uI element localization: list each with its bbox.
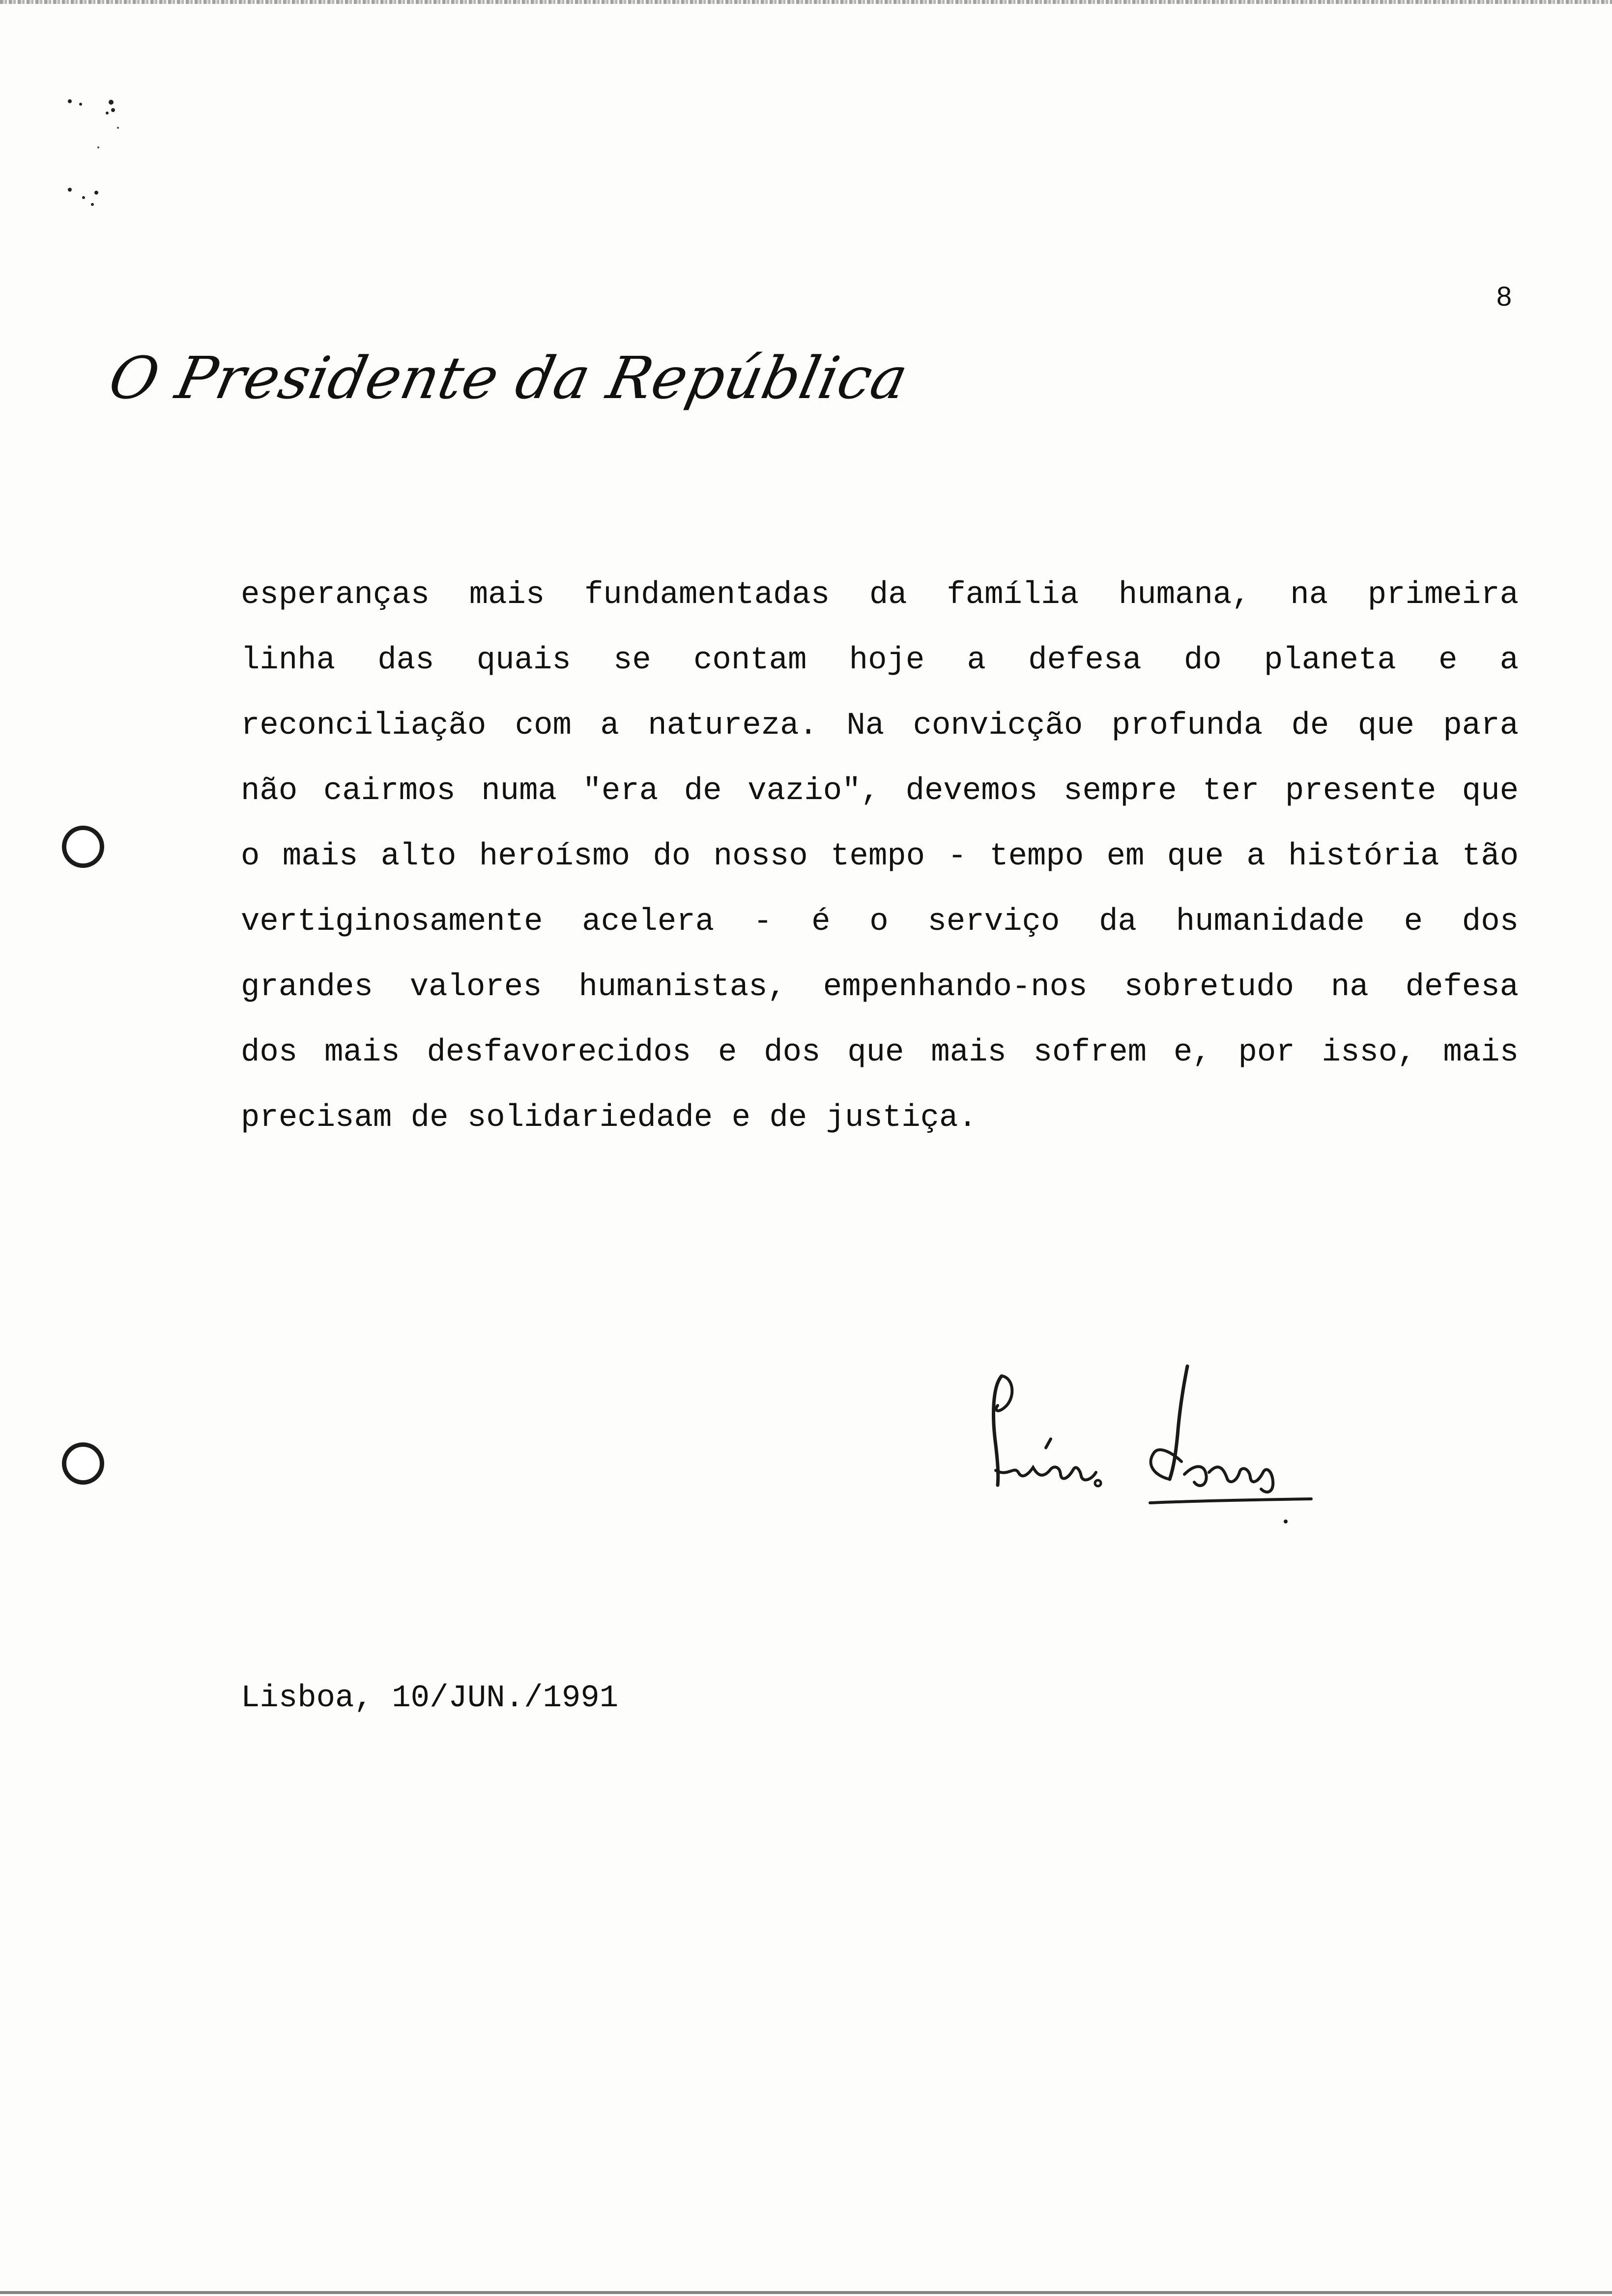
- body-line: linha das quais se contam hoje a defesa do planeta e a: [241, 643, 1519, 678]
- punch-hole: [62, 826, 104, 868]
- punch-hole: [62, 1442, 104, 1485]
- body-paragraph: [241, 563, 1519, 1151]
- body-line: grandes valores humanistas, empenhando-nos sobretudo na defesa: [241, 970, 1519, 1005]
- body-line: reconciliação com a natureza. Na convicção profunda de que para: [241, 708, 1519, 744]
- page-number: 8: [1496, 281, 1512, 312]
- body-line: dos mais desfavorecidos e dos que mais sofrem e, por isso, mais: [241, 1035, 1519, 1070]
- body-line: vertiginosamente acelera - é o serviço da humanidade e dos: [241, 904, 1519, 940]
- scan-top-edge: [0, 0, 1612, 4]
- scan-specks: [64, 93, 133, 221]
- body-line: esperanças mais fundamentadas da família humana, na primeira: [241, 577, 1519, 613]
- letterhead-title: O Presidente da República: [103, 344, 914, 412]
- dateline: Lisboa, 10/JUN./1991: [241, 1681, 619, 1716]
- scan-bottom-edge: [0, 2291, 1612, 2294]
- body-line: não cairmos numa "era de vazio", devemos sempre ter presente que: [241, 774, 1519, 809]
- body-line: o mais alto heroísmo do nosso tempo - tempo em que a história tão: [241, 839, 1519, 874]
- body-line: precisam de solidariedade e de justiça.: [241, 1100, 977, 1136]
